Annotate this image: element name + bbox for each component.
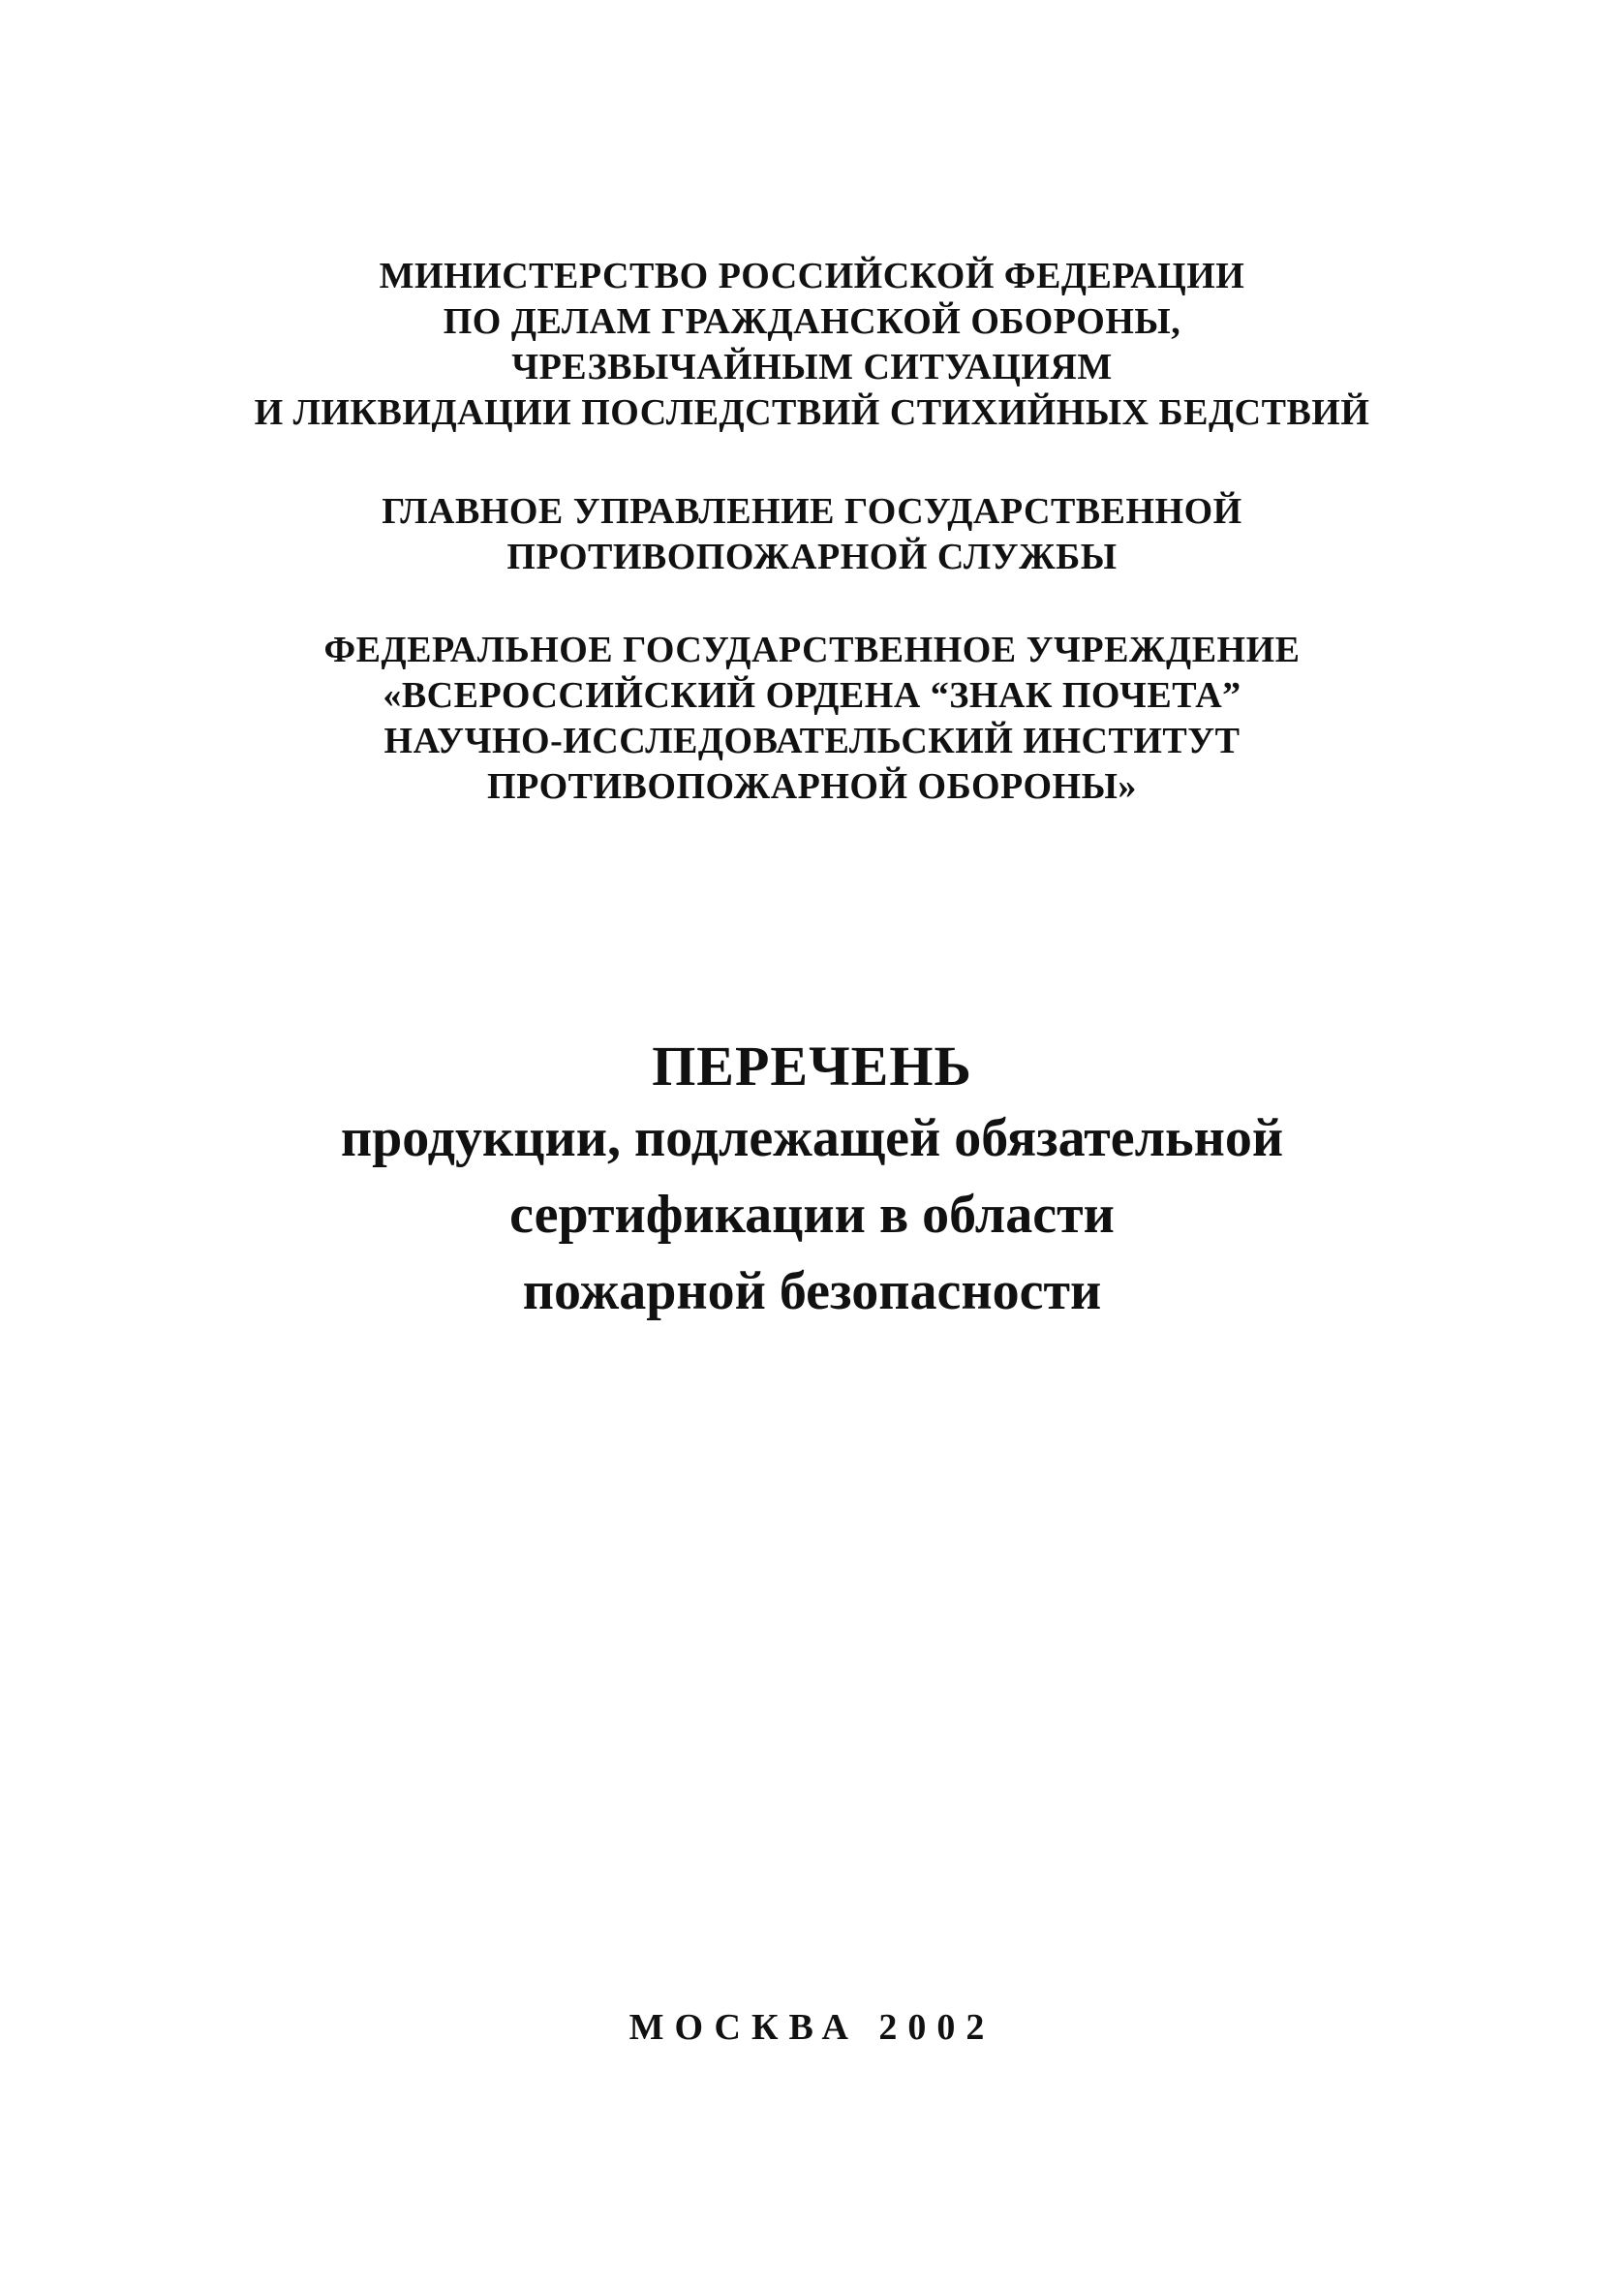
institute-line: ПРОТИВОПОЖАРНОЙ ОБОРОНЫ»: [487, 766, 1137, 807]
document-subtitle-line: пожарной безопасности: [522, 1261, 1102, 1321]
ministry-line: ЧРЕЗВЫЧАЙНЫМ СИТУАЦИЯМ: [511, 347, 1113, 387]
institute-line: НАУЧНО-ИССЛЕДОВАТЕЛЬСКИЙ ИНСТИТУТ: [383, 721, 1241, 761]
institute-line: «ВСЕРОССИЙСКИЙ ОРДЕНА “ЗНАК ПОЧЕТА”: [383, 675, 1241, 716]
city-year: МОСКВА 2002: [628, 2007, 996, 2048]
document-subtitle-line: сертификации в области: [509, 1185, 1115, 1245]
document-subtitle-line: продукции, подлежащей обязательной: [340, 1108, 1284, 1168]
directorate-line: ГЛАВНОЕ УПРАВЛЕНИЕ ГОСУДАРСТВЕННОЙ: [382, 491, 1242, 532]
institute-header: [0, 628, 1624, 810]
directorate-header: [0, 489, 1624, 580]
ministry-line: И ЛИКВИДАЦИИ ПОСЛЕДСТВИЙ СТИХИЙНЫХ БЕДСТВИЙ: [254, 392, 1370, 433]
institute-line: ФЕДЕРАЛЬНОЕ ГОСУДАРСТВЕННОЕ УЧРЕЖДЕНИЕ: [323, 630, 1301, 670]
ministry-header: [0, 254, 1624, 436]
document-title: ПЕРЕЧЕНЬ: [652, 1035, 972, 1098]
directorate-line: ПРОТИВОПОЖАРНОЙ СЛУЖБЫ: [506, 537, 1118, 577]
document-title-block: [0, 1033, 1624, 1330]
publication-footer: [0, 2005, 1624, 2050]
ministry-line: ПО ДЕЛАМ ГРАЖДАНСКОЙ ОБОРОНЫ,: [443, 301, 1181, 342]
ministry-line: МИНИСТЕРСТВО РОССИЙСКОЙ ФЕДЕРАЦИИ: [379, 256, 1245, 296]
